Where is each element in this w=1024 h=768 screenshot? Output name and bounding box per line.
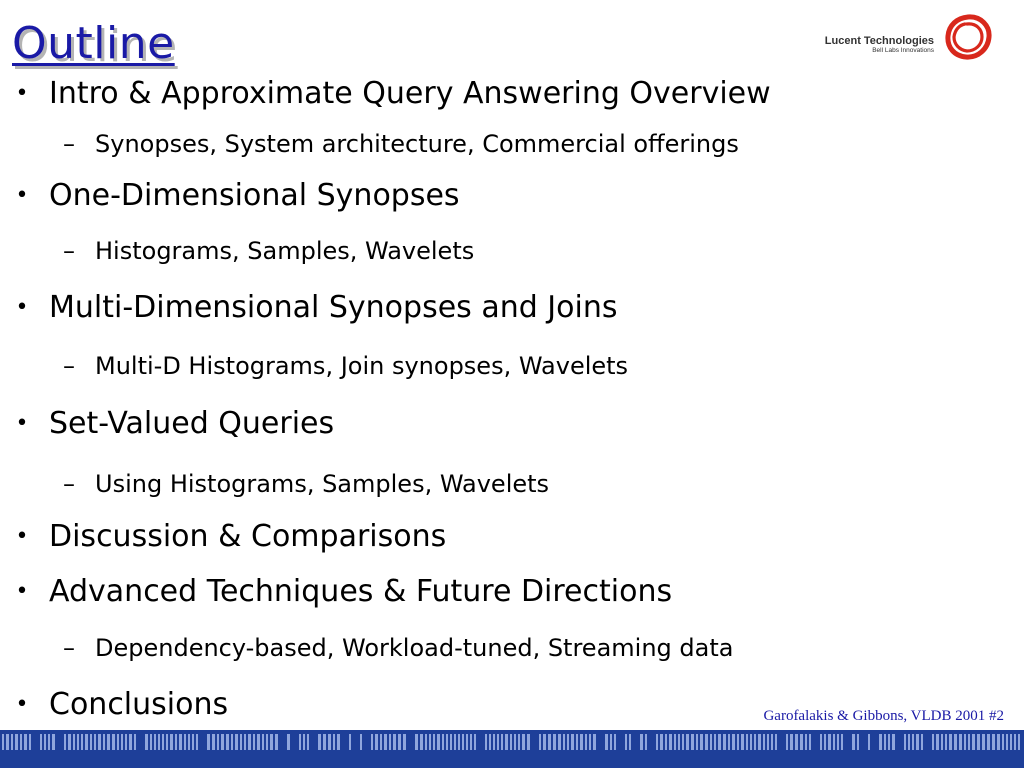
bullet-marker: • — [15, 295, 29, 320]
bullet-text: Set-Valued Queries — [49, 406, 335, 441]
bullet-marker: • — [15, 524, 29, 549]
sub-bullet-text: Synopses, System architecture, Commercial offerings — [95, 130, 739, 158]
footer-credit: Garofalakis & Gibbons, VLDB 2001 #2 — [763, 708, 1004, 724]
logo-tagline: Bell Labs Innovations — [872, 47, 934, 54]
bullet-text: One-Dimensional Synopses — [49, 178, 460, 213]
sub-bullet-marker: – — [63, 470, 75, 498]
sub-bullet-marker: – — [63, 237, 75, 265]
sub-bullet-marker: – — [63, 634, 75, 662]
sub-bullet-text: Histograms, Samples, Wavelets — [95, 237, 475, 265]
slide-title: Outline — [12, 18, 175, 69]
bullet-marker: • — [15, 692, 29, 717]
bullet-marker: • — [15, 183, 29, 208]
bullet-text: Discussion & Comparisons — [49, 519, 447, 554]
bullet-text: Intro & Approximate Query Answering Overview — [49, 76, 771, 111]
logo-company-name: Lucent Technologies — [824, 35, 934, 47]
footer-barcode-band — [0, 730, 1024, 768]
bullet-marker: • — [15, 411, 29, 436]
bullet-marker: • — [15, 81, 29, 106]
bullet-marker: • — [15, 579, 29, 604]
bullet-text: Conclusions — [49, 687, 229, 722]
sub-bullet-text: Using Histograms, Samples, Wavelets — [95, 470, 550, 498]
bullet-text: Advanced Techniques & Future Directions — [49, 574, 673, 609]
sub-bullet-text: Multi-D Histograms, Join synopses, Wavelets — [95, 352, 629, 380]
sub-bullet-text: Dependency-based, Workload-tuned, Streaming data — [95, 634, 734, 662]
bullet-text: Multi-Dimensional Synopses and Joins — [49, 290, 618, 325]
sub-bullet-marker: – — [63, 352, 75, 380]
sub-bullet-marker: – — [63, 130, 75, 158]
